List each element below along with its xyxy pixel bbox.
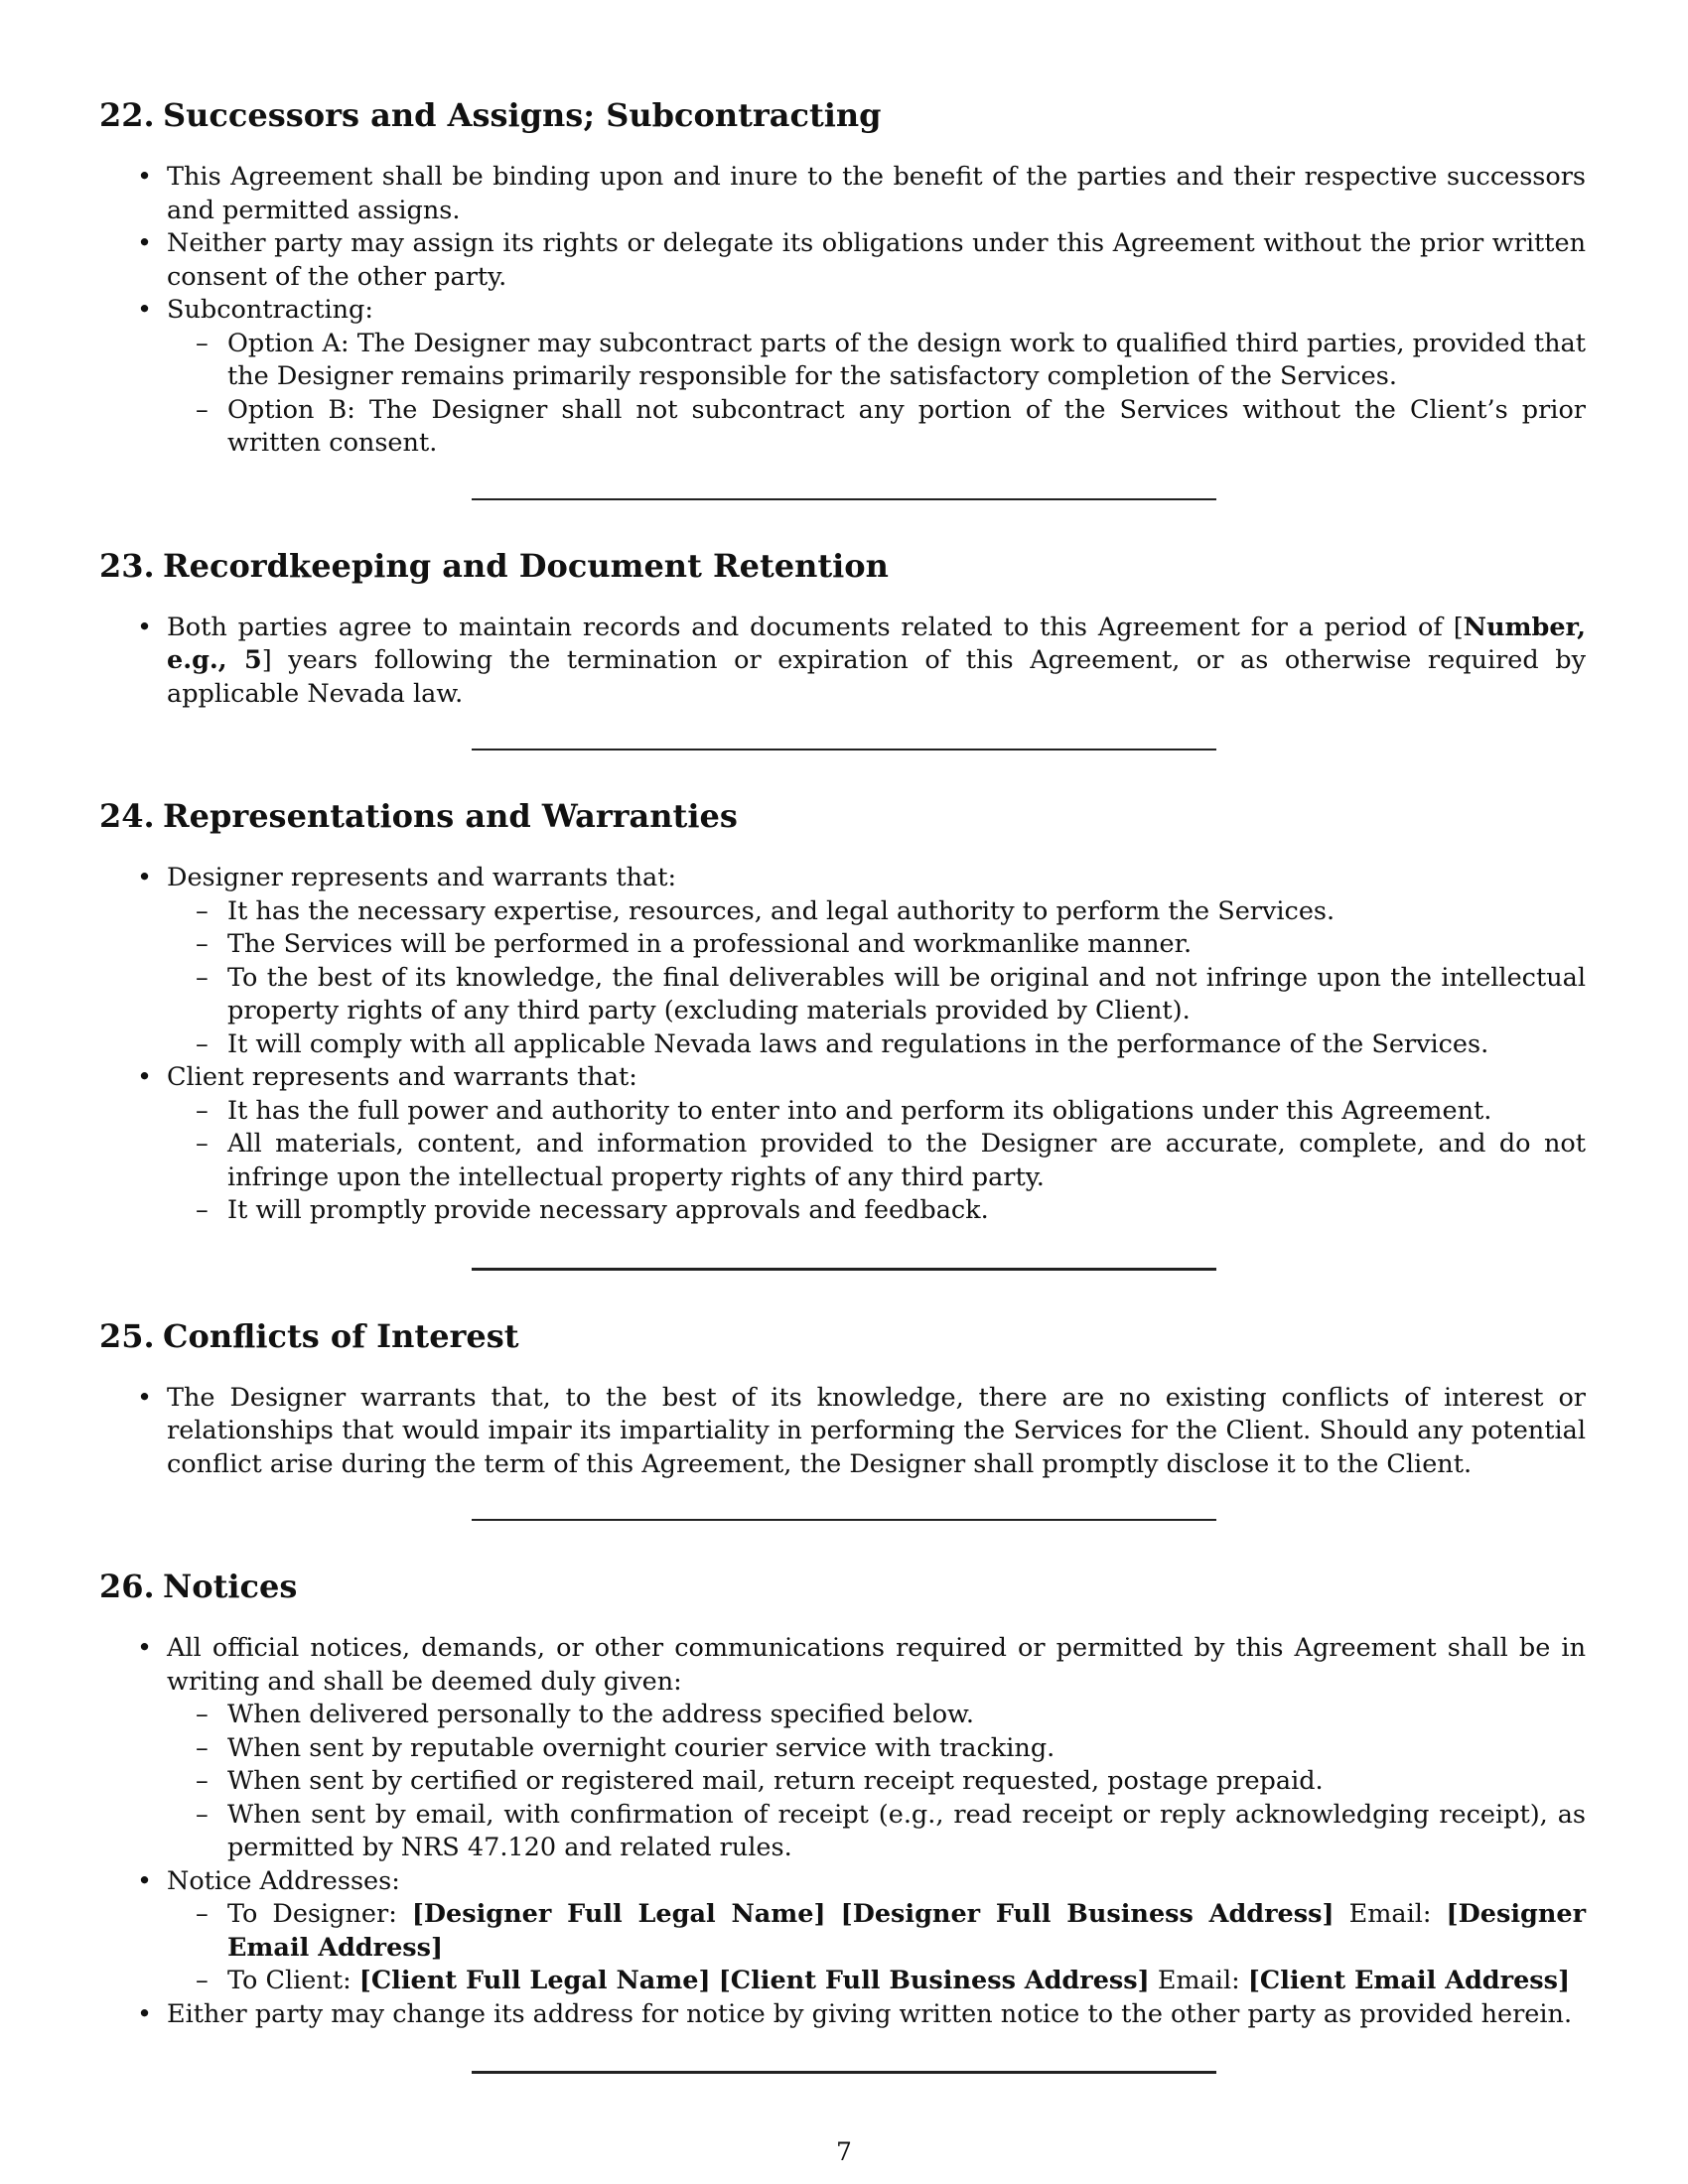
placeholder-field: Designer Full Legal Name <box>423 1899 814 1929</box>
list-item-text: Both parties agree to maintain records and documents related to this Agreement for a period of [ <box>167 612 1464 642</box>
list-item-text: Neither party may assign its rights or delegate its obligations under this Agreement without the prior written consent of the other party. <box>167 228 1586 292</box>
section-title: Conflicts of Interest <box>163 1316 519 1355</box>
sub-list-item: – When delivered personally to the address specified below. <box>196 1700 974 1729</box>
placeholder-field: Client Email Address <box>1259 1966 1559 1995</box>
list-item-text: Designer represents and warrants that: <box>167 863 677 892</box>
sub-item-text: When sent by reputable overnight courier service with tracking. <box>227 1732 1055 1763</box>
sub-list <box>167 1699 1586 1865</box>
sub-item-text: It has the necessary expertise, resources, and legal authority to perform the Services. <box>227 895 1336 926</box>
bullet-list <box>99 161 1586 461</box>
notice-recipient-label: To Client: <box>227 1966 352 1995</box>
section-heading <box>99 1312 1586 1360</box>
section-divider <box>472 1519 1216 1521</box>
list-item-text: Notice Addresses: <box>167 1865 400 1896</box>
list-item: • Designer represents and warrants that: – It has the necessary expertise, resources, and legal authority to perform the Services. – The Services will be performed in a professional and workmanlike manner. – To the best of its knowledge, the final deliverables will be original and not infringe upon the intellectual property rights of any third party (excluding materials provided by Client). – It will comply with all applicable Nevada laws and regulations in the performance of the Services. <box>99 862 1586 1061</box>
sub-item-text: To the best of its knowledge, the final deliverables will be original and not infringe upon the intellectual property rights of any third party (excluding materials provided by Client). <box>227 962 1586 1025</box>
list-item-text: Either party may change its address for notice by giving written notice to the other party as provided herein. <box>167 1998 1573 2029</box>
sub-list-item: – To the best of its knowledge, the final deliverables will be original and not infringe upon the intellectual property rights of any third party (excluding materials provided by Client). <box>196 962 1586 1025</box>
section-divider <box>472 749 1216 751</box>
sub-list-item: – When sent by reputable overnight courier service with tracking. <box>196 1732 1055 1763</box>
list-item-text: All official notices, demands, or other communications required or permitted by this Agreement shall be in writing and shall be deemed duly given: <box>167 1633 1586 1697</box>
list-item: • Neither party may assign its rights or delegate its obligations under this Agreement without the prior written consent of the other party. <box>137 228 1586 292</box>
sub-item-text: When sent by certified or registered mail, return receipt requested, postage prepaid. <box>227 1766 1324 1796</box>
section-number: 24. <box>99 797 155 835</box>
list-item: • All official notices, demands, or other communications required or permitted by this Agreement shall be in writing and shall be deemed duly given: – When delivered personally to the address specified below. – When sent by reputable overnight courier service with tracking. – When sent by certified or registered mail, return receipt requested, postage prepaid. – When sent by email, with confirmation of receipt (e.g., read receipt or reply acknowledging receipt), as permitted by NRS 47.120 and related rules. <box>99 1632 1586 1865</box>
list-item: • Client represents and warrants that: – It has the full power and authority to enter into and perform its obligations under this Agreement. – All materials, content, and information provided to the Designer are accurate, complete, and do not infringe upon the intellectual property rights of any third party. – It will promptly provide necessary approvals and feedback. <box>99 1061 1586 1228</box>
sub-list-item: – Option A: The Designer may subcontract parts of the design work to qualified third parties, provided that the Designer remains primarily responsible for the satisfactory completion of the Services. <box>196 328 1586 391</box>
list-item-text: The Designer warrants that, to the best of its knowledge, there are no existing conflicts of interest or relationships that would impair its impartiality in performing the Services for the Client. Should any potential conflict arise during the term of this Agreement, the Designer shall promptly disclose it to the Client. <box>167 1382 1586 1479</box>
list-item: • This Agreement shall be binding upon and inure to the benefit of the parties and their respective successors and permitted assigns. <box>137 162 1586 225</box>
section-title: Notices <box>163 1568 298 1605</box>
sub-item-text: All materials, content, and information provided to the Designer are accurate, complete, and do not infringe upon the intellectual property rights of any third party. <box>227 1129 1586 1192</box>
section-title: Successors and Assigns; Subcontracting <box>163 96 882 134</box>
sub-list-item: – It has the necessary expertise, resources, and legal authority to perform the Services. <box>196 895 1336 926</box>
sub-list-item: – When sent by certified or registered mail, return receipt requested, postage prepaid. <box>196 1766 1324 1796</box>
placeholder-field: Designer Full Business Address <box>852 1899 1323 1929</box>
sub-list <box>167 328 1586 461</box>
placeholder-field: Client Full Business Address <box>730 1966 1138 1995</box>
email-label: Email: <box>1157 1966 1240 1995</box>
sub-item-text: When delivered personally to the address specified below. <box>227 1700 974 1729</box>
list-item: • Both parties agree to maintain records and documents related to this Agreement for a period of [Number, e.g., 5] years following the termination or expiration of this Agreement, or as otherwise required by applicable Nevada law. <box>137 612 1587 709</box>
sub-item-text: Option A: The Designer may subcontract parts of the design work to qualified third parties, provided that the Designer remains primarily responsible for the satisfactory completion of the Services. <box>227 328 1586 391</box>
section-divider <box>472 498 1216 500</box>
sub-list-item: – It will promptly provide necessary approvals and feedback. <box>196 1195 989 1225</box>
sub-list-item: – To Designer: [Designer Full Legal Name] [Designer Full Business Address] Email: [Designer Email Address] <box>196 1899 1587 1963</box>
list-item-text: Client represents and warrants that: <box>167 1062 637 1092</box>
section-23 <box>99 542 1586 712</box>
section-heading <box>99 542 1586 590</box>
sub-item-text: The Services will be performed in a professional and workmanlike manner. <box>227 929 1193 959</box>
bullet-list <box>99 862 1586 1228</box>
notice-recipient-label: To Designer: <box>227 1899 397 1929</box>
list-item-text: Subcontracting: <box>167 295 373 325</box>
email-label: Email: <box>1348 1899 1432 1929</box>
section-heading <box>99 1563 1586 1610</box>
sub-item-text: It will promptly provide necessary approvals and feedback. <box>227 1195 989 1225</box>
list-item: • Either party may change its address for notice by giving written notice to the other party as provided herein. <box>137 1998 1573 2029</box>
section-heading <box>99 91 1586 139</box>
bullet-list <box>99 1382 1586 1482</box>
section-title: Recordkeeping and Document Retention <box>163 546 889 585</box>
placeholder-field: Client Full Legal Name <box>370 1966 699 1995</box>
bullet-list <box>99 1632 1586 2031</box>
section-heading <box>99 792 1586 840</box>
sub-list-item: – To Client: [Client Full Legal Name] [Client Full Business Address] Email: [Client Email Address] <box>196 1966 1571 1995</box>
section-number: 26. <box>99 1568 155 1605</box>
section-divider <box>472 2071 1216 2074</box>
section-number: 25. <box>99 1316 155 1355</box>
sub-list <box>167 1095 1586 1228</box>
placeholder-field: Number, e.g., 5 <box>167 612 1586 675</box>
sub-list-item: – Option B: The Designer shall not subcontract any portion of the Services without the Client’s prior written consent. <box>196 394 1586 458</box>
list-item-text: This Agreement shall be binding upon and inure to the benefit of the parties and their respective successors and permitted assigns. <box>167 162 1586 225</box>
sub-list-item: – When sent by email, with confirmation of receipt (e.g., read receipt or reply acknowledging receipt), as permitted by NRS 47.120 and related rules. <box>196 1799 1586 1862</box>
section-26 <box>99 1563 1586 2031</box>
list-item: • Notice Addresses: – To Designer: [Designer Full Legal Name] [Designer Full Business Address] Email: [Designer Email Address] – To Client: [Client Full Legal Name] [Client Full Business Address] Email: [Client Email Address] <box>99 1865 1586 1998</box>
list-item-text: ] years following the termination or expiration of this Agreement, or as otherwise required by applicable Nevada law. <box>167 645 1587 709</box>
section-number: 22. <box>99 96 155 134</box>
placeholder-field: Designer Email Address <box>227 1899 1587 1963</box>
sub-item-text: When sent by email, with confirmation of receipt (e.g., read receipt or reply acknowledging receipt), as permitted by NRS 47.120 and related rules. <box>227 1799 1586 1862</box>
section-22 <box>99 91 1586 461</box>
sub-list-item: – It will comply with all applicable Nevada laws and regulations in the performance of the Services. <box>196 1028 1489 1059</box>
bullet-list <box>99 612 1586 712</box>
section-divider <box>472 1268 1216 1271</box>
document-page <box>99 91 1586 2074</box>
sub-item-text: It has the full power and authority to enter into and perform its obligations under this Agreement. <box>227 1095 1492 1126</box>
sub-list <box>167 1898 1586 1998</box>
page-number: 7 <box>836 2137 852 2166</box>
section-number: 23. <box>99 546 155 585</box>
list-item: • The Designer warrants that, to the best of its knowledge, there are no existing conflicts of interest or relationships that would impair its impartiality in performing the Services for the Client. Should any potential conflict arise during the term of this Agreement, the Designer shall promptly disclose it to the Client. <box>137 1382 1586 1479</box>
sub-list-item: – The Services will be performed in a professional and workmanlike manner. <box>196 929 1193 959</box>
sub-list-item: – All materials, content, and information provided to the Designer are accurate, complete, and do not infringe upon the intellectual property rights of any third party. <box>196 1129 1586 1192</box>
sub-item-text: It will comply with all applicable Nevada laws and regulations in the performance of the Services. <box>227 1028 1489 1059</box>
sub-list <box>167 895 1586 1062</box>
list-item: • Subcontracting: – Option A: The Designer may subcontract parts of the design work to qualified third parties, provided that the Designer remains primarily responsible for the satisfactory completion of the Services. – Option B: The Designer shall not subcontract any portion of the Services without the Client’s prior written consent. <box>99 294 1586 461</box>
sub-list-item: – It has the full power and authority to enter into and perform its obligations under this Agreement. <box>196 1095 1492 1126</box>
section-25 <box>99 1312 1586 1482</box>
sub-item-text: Option B: The Designer shall not subcontract any portion of the Services without the Client’s prior written consent. <box>227 394 1586 458</box>
section-title: Representations and Warranties <box>163 797 738 835</box>
section-24 <box>99 792 1586 1228</box>
